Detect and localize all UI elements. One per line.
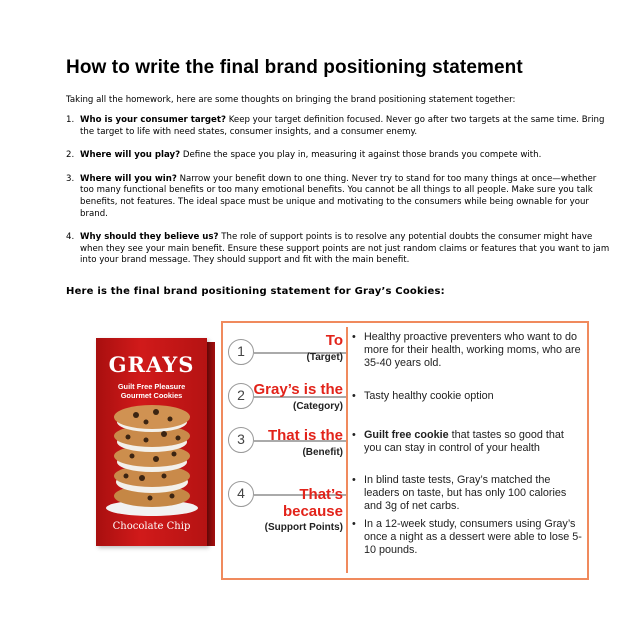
list-item [66,232,611,267]
item-text: Define the space you play in, measuring it against those brands you compete with. [180,150,542,161]
step-badge-1: 1 [228,339,254,365]
item-number: 1. [66,115,75,125]
bullet-item: • Tasty healthy cookie option [352,390,494,402]
list-item [66,150,611,162]
page-title: How to write the final brand positioning statement [66,57,523,78]
label-support-intro: That’s [299,486,343,503]
cookie-stack-icon [106,404,198,516]
step-badge-3: 3 [228,427,254,453]
item-number: 3. [66,173,75,184]
label-to: To [325,332,343,349]
label-support-points: (Support Points) [264,522,343,533]
box-flavor: Chocolate Chip [112,521,191,532]
bullet-item: • In blind taste tests, Gray’s matched the leaders on taste, but has only 100 calories and 3g of net carbs. [352,474,567,512]
label-support-intro-2: because [282,503,343,520]
box-brand: GRAYS [108,352,195,377]
list-item [66,174,611,220]
item-question: Why should they believe us? [80,232,219,243]
box-tagline: Guilt Free Pleasure Gourmet Cookies [117,382,186,400]
label-category: (Category) [292,401,343,412]
label-category-intro: Gray’s is the [253,381,343,398]
item-text: Narrow your benefit down to one thing. Never try to stand for too many things at once—whether too many functional benefits or too many emotional benefits. You cannot be all things to all people. Make sure you talk benefits, not features. The ideal space must be unique and motivating to the consumers while being ownable for your brand. [80,173,597,219]
section-subheading: Here is the final brand positioning statement for Gray’s Cookies: [66,286,445,297]
item-number: 2. [66,150,75,161]
cookie-box-image [96,338,207,546]
intro-text: Taking all the homework, here are some thoughts on bringing the brand positioning statement together: [66,95,516,105]
list-item [66,115,611,138]
item-question: Who is your consumer target? [80,115,226,125]
item-number: 4. [66,232,75,243]
item-question: Where will you win? [80,173,177,184]
item-text: The role of support points is to resolve any potential doubts the consumer might have when they see your main benefit. Ensure these support points are not just random claims or features that you want to jam into your brand message. They should support and fit with the main benefit. [80,232,610,266]
box-side [207,342,215,546]
bullet-item: • In a 12-week study, consumers using Gray’s once a night as a dessert were able to lose 5-10 pounds. [352,518,582,556]
label-benefit-intro: That is the [267,427,343,444]
label-target: (Target) [306,352,343,363]
label-benefit: (Benefit) [302,447,343,458]
item-text: Keep your target definition focused. Never go after two targets at the same time. Bring the target to life with need states, consumer insights, and a consumer enemy. [80,115,605,137]
step-badge-2: 2 [228,383,254,409]
bullet-item: • Guilt free cookie that tastes so good that you can stay in control of your health [352,429,564,454]
bullet-item: • Healthy proactive preventers who want to do more for their health, working moms, who are 35-40 years old. [352,331,581,369]
item-question: Where will you play? [80,150,181,161]
steps-list [66,115,611,279]
step-badge-4: 4 [228,481,254,507]
panel-divider [346,327,348,573]
